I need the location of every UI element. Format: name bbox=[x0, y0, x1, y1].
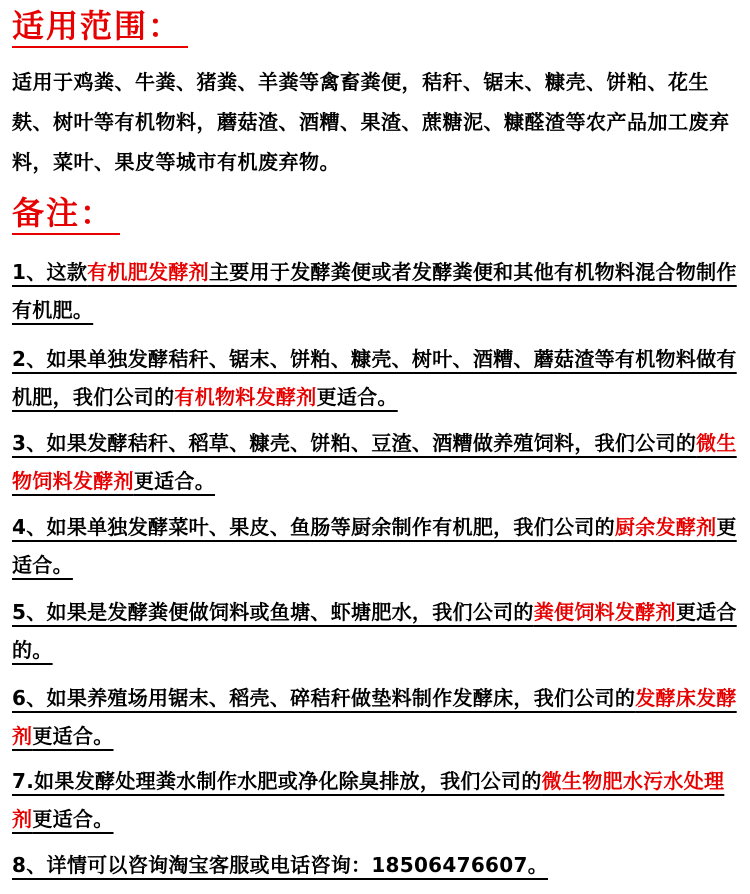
product-name: 有机肥发酵剂 bbox=[87, 260, 209, 284]
note-text: 4、如果单独发酵菜叶、果皮、鱼肠等厨余制作有机肥，我们公司的 bbox=[12, 515, 615, 539]
product-name: 粪便饲料发酵剂 bbox=[533, 600, 676, 624]
note-item bbox=[12, 762, 740, 838]
note-text: 更适合。 bbox=[316, 385, 398, 409]
notes-heading: 备注： bbox=[12, 193, 120, 235]
product-name: 有机物料发酵剂 bbox=[174, 385, 317, 409]
note-text: 更适合。 bbox=[32, 724, 114, 748]
note-item bbox=[12, 593, 740, 669]
note-text: 更适合。 bbox=[133, 469, 216, 493]
note-item bbox=[12, 253, 740, 329]
scope-heading: 适用范围： bbox=[12, 6, 188, 48]
product-name: 微生物饲料发酵剂 bbox=[12, 431, 737, 493]
note-text: 主要用于发酵粪便或者发酵粪便和其他有机物料混合物制作有机肥。 bbox=[12, 260, 737, 322]
note-item bbox=[12, 508, 740, 584]
note-text: 5、如果是发酵粪便做饲料或鱼塘、虾塘肥水，我们公司的 bbox=[12, 600, 534, 624]
note-text: 更适合。 bbox=[12, 515, 737, 577]
note-item bbox=[12, 340, 740, 416]
scope-paragraph: 适用于鸡粪、牛粪、猪粪、羊粪等禽畜粪便，秸秆、锯末、糠壳、饼粕、花生麸、树叶等有机物料，蘑菇渣、酒糟、果渣、蔗糖泥、糠醛渣等农产品加工废弃料，菜叶、果皮等城市有机废弃物。 bbox=[12, 70, 730, 174]
note-item bbox=[12, 679, 740, 755]
note-text: 7.如果发酵处理粪水制作水肥或净化除臭排放，我们公司的 bbox=[12, 769, 542, 793]
product-name: 发酵床发酵剂 bbox=[12, 686, 737, 748]
note-text: 2、如果单独发酵秸秆、锯末、饼粕、糠壳、树叶、酒糟、蘑菇渣等有机物料做有机肥，我们公司的 bbox=[12, 347, 737, 409]
product-name: 厨余发酵剂 bbox=[614, 515, 717, 539]
contact-note bbox=[12, 846, 740, 884]
note-text: 3、如果发酵秸秆、稻草、糠壳、饼粕、豆渣、酒糟做养殖饲料，我们公司的 bbox=[12, 431, 697, 455]
note-text: 1、这款 bbox=[12, 260, 88, 284]
contact-text: 8、详情可以咨询淘宝客服或电话咨询：18506476607。 bbox=[12, 853, 548, 877]
note-text: 更适合的。 bbox=[12, 600, 737, 662]
note-text: 6、如果养殖场用锯末、稻壳、碎秸秆做垫料制作发酵床，我们公司的 bbox=[12, 686, 636, 710]
product-name: 微生物肥水污水处理剂 bbox=[12, 769, 725, 831]
note-item bbox=[12, 424, 740, 500]
note-text: 更适合。 bbox=[32, 807, 114, 831]
